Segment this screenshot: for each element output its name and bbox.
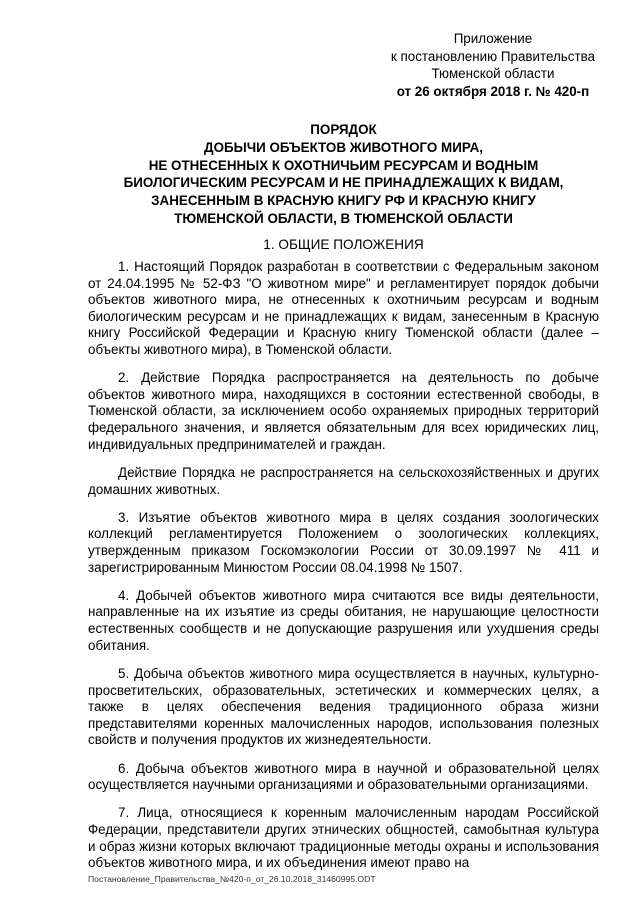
appendix-line: Приложение [453,31,533,46]
file-footer: Постановление_Правительства_№420-п_от_26.10.2018_31460995.ODT [88,874,376,884]
paragraph-4: 4. Добычей объектов животного мира считаются все виды деятельности, направленные на их изъятие из среды обитания, не нарушающие целостности естественных сообществ и не допускающие разрушения или ухудшения среды обитания. [88,587,599,653]
paragraph-5: 5. Добыча объектов животного мира осуществляется в научных, культурно-просветительских, образовательных, эстетических и коммерческих целях, а также в целях обеспечения ведения традиционного образа жизни представителями коренных малочисленных народов, использования полезных свойств и получения продуктов их жизнедеятельности. [88,665,599,748]
title-line: НЕ ОТНЕСЕННЫХ К ОХОТНИЧЬИМ РЕСУРСАМ И ВОДНЫМ [148,157,539,173]
title-line: ДОБЫЧИ ОБЪЕКТОВ ЖИВОТНОГО МИРА, [204,139,483,155]
appendix-header [391,30,595,100]
document-title [88,121,599,228]
section-heading: 1. ОБЩИЕ ПОЛОЖЕНИЯ [263,237,424,252]
appendix-line: Тюменской области [431,66,555,81]
title-line: ПОРЯДОК [310,122,377,137]
resolution-date: от 26 октября 2018 г. № 420-п [396,83,590,99]
paragraph-6: 6. Добыча объектов животного мира в научной и образовательной целях осуществляется научными организациями и образовательными организациями. [88,760,599,793]
title-line: БИОЛОГИЧЕСКИМ РЕСУРСАМ И НЕ ПРИНАДЛЕЖАЩИХ К ВИДАМ, [123,175,564,191]
paragraph-2: 2. Действие Порядка распространяется на деятельность по добыче объектов животного мира, находящихся в состоянии естественной свободы, в Тюменской области, за исключением особо охраняемых природных территорий федерального значения, и является обязательным для всех юридических лиц, индивидуальных предпринимателей и граждан. [88,370,599,452]
paragraph-7: 7. Лица, относящиеся к коренным малочисленным народам Российской Федерации, представители других этнических общностей, самобытная культура и образ жизни которых включают традиционные методы охраны и использования объектов животного мира, и их объединения имеют право на [88,805,599,871]
paragraph-3: 3. Изъятие объектов животного мира в целях создания зоологических коллекций регламентируется Положением о зоологических коллекциях, утвержденным приказом Госкомэкологии России от 30.09.1997 № 411 и зарегистрированным Минюстом России 08.04.1998 № 1507. [88,509,599,575]
title-line: ЗАНЕСЕННЫМ В КРАСНУЮ КНИГУ РФ И КРАСНУЮ КНИГУ [151,193,536,209]
appendix-line: к постановлению Правительства [390,48,595,64]
paragraph-1: 1. Настоящий Порядок разработан в соответствии с Федеральным законом от 24.04.1995 № 52-ФЗ "О животном мире" и регламентирует порядок добычи объектов животного мира, не отнесенных к охотничьим ресурсам и водным биологическим ресурсам и не принадлежащих к видам, занесенным в Красную книгу Российской Федерации и Красную книгу Тюменской области (далее – объекты животного мира), в Тюменской области. [88,259,599,357]
document-body [88,259,599,884]
paragraph-2-note: Действие Порядка не распространяется на сельскохозяйственных и других домашних животных. [88,464,599,497]
title-line: ТЮМЕНСКОЙ ОБЛАСТИ, В ТЮМЕНСКОЙ ОБЛАСТИ [174,210,513,226]
